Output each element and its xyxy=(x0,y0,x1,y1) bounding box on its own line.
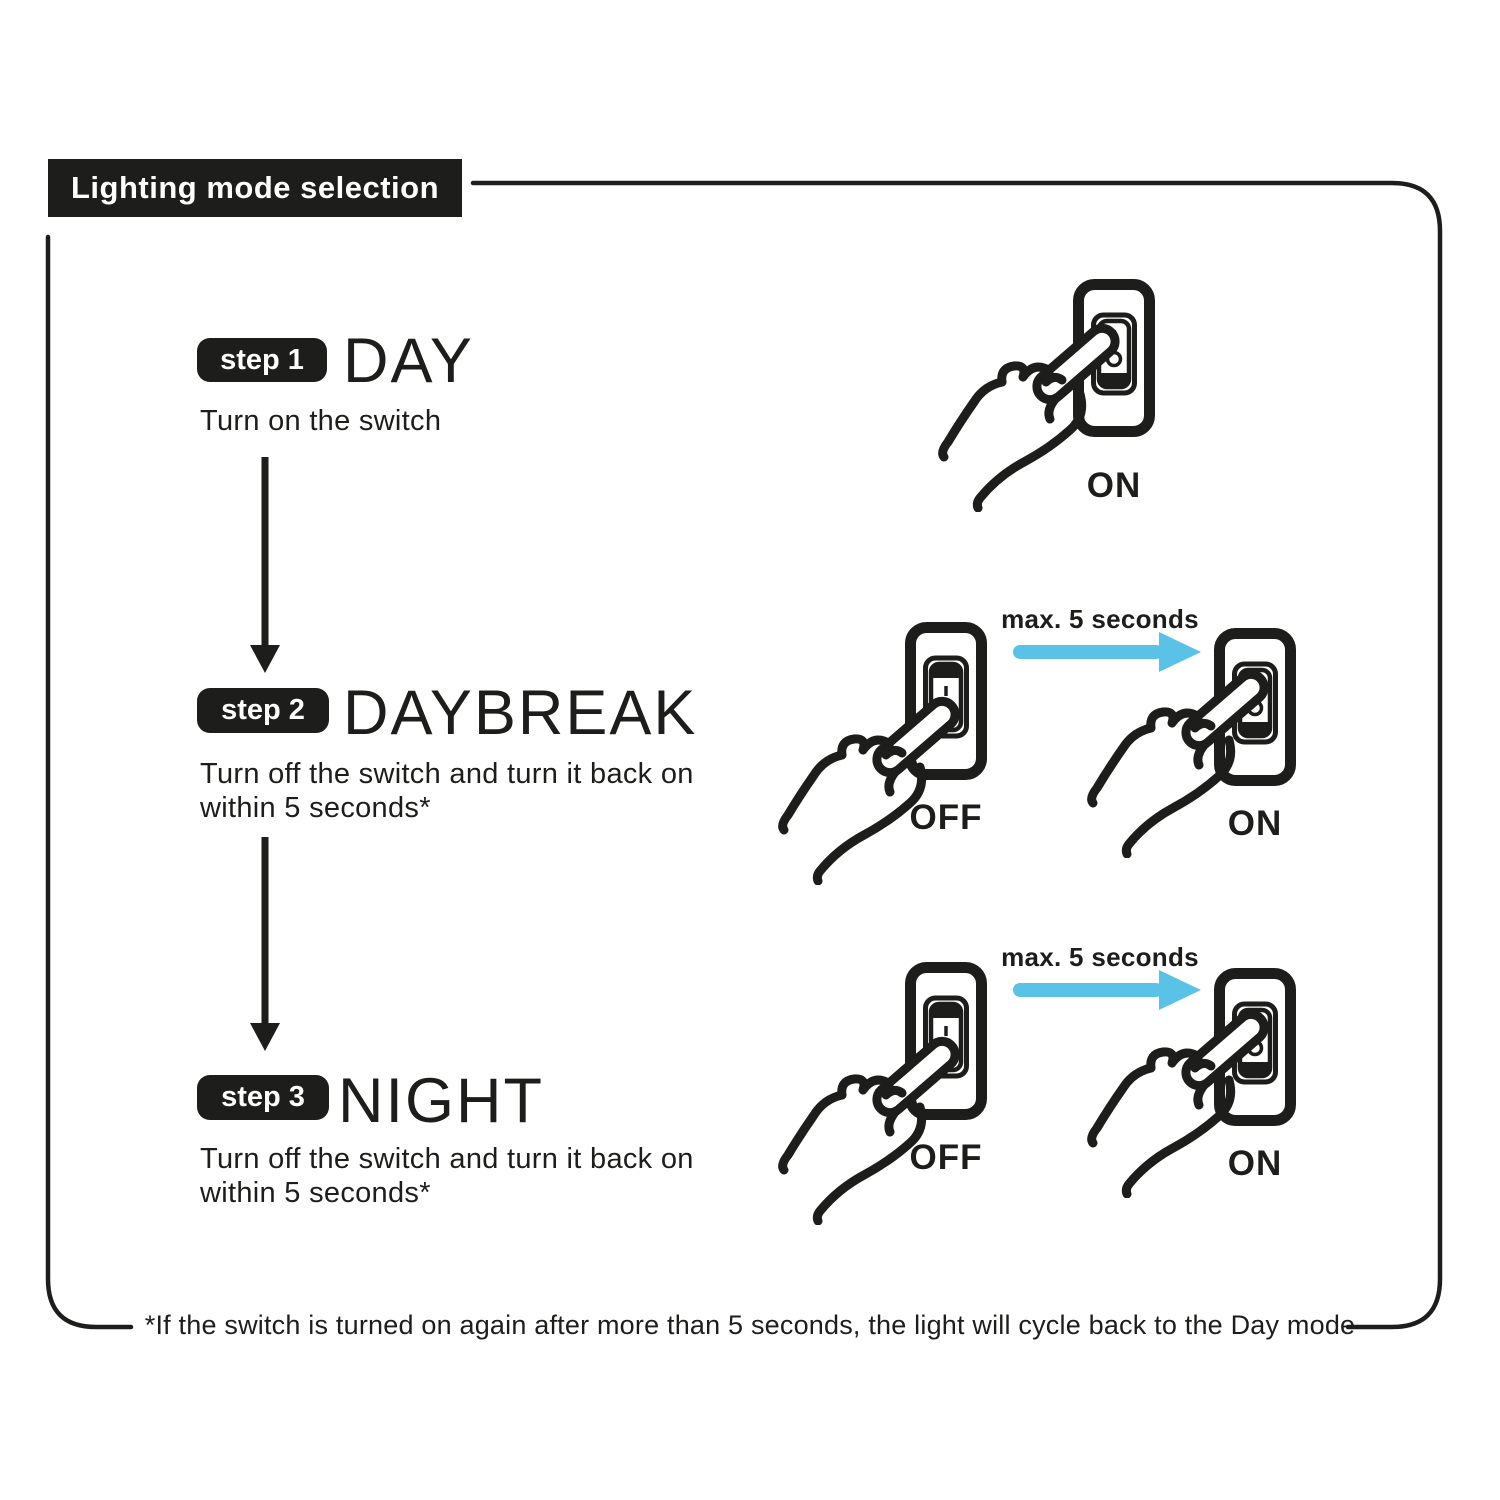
down-arrow-icon xyxy=(246,455,284,677)
step3-description-line1: Turn off the switch and turn it back on xyxy=(200,1143,694,1175)
step1-switch-state-label: ON xyxy=(1086,466,1142,505)
step3-arrow-label: max. 5 seconds xyxy=(1001,942,1199,972)
step1-description-line1: Turn on the switch xyxy=(200,405,442,437)
step2-title: DAYBREAK xyxy=(343,678,698,748)
right-arrow-icon xyxy=(1013,632,1203,672)
pointing-hand-icon xyxy=(774,695,964,885)
diagram-title: Lighting mode selection xyxy=(70,170,439,205)
step2-badge-label: step 2 xyxy=(221,694,305,726)
step1-description xyxy=(200,404,441,438)
step3-badge-label: step 3 xyxy=(221,1081,305,1113)
step2-off-state-label: OFF xyxy=(909,798,983,837)
step3-title: NIGHT xyxy=(338,1066,544,1136)
step2-description-line1: Turn off the switch and turn it back on xyxy=(200,758,694,790)
step3-off-state-label: OFF xyxy=(909,1138,983,1177)
diagram-title-bar xyxy=(48,159,462,217)
down-arrow-icon xyxy=(246,835,284,1055)
right-arrow-icon xyxy=(1013,970,1203,1010)
step2-arrow-label: max. 5 seconds xyxy=(1001,604,1199,634)
footnote: *If the switch is turned on again after more than 5 seconds, the light will cycle back to the Day mode xyxy=(144,1310,1356,1340)
step1-badge-label: step 1 xyxy=(220,343,304,376)
step2-description-line2: within 5 seconds* xyxy=(200,792,431,824)
step2-badge xyxy=(197,688,329,733)
step2-description xyxy=(200,757,694,825)
step3-on-state-label: ON xyxy=(1227,1144,1283,1183)
step1-badge xyxy=(197,338,327,382)
step3-description xyxy=(200,1142,694,1210)
step2-on-state-label: ON xyxy=(1227,804,1283,843)
step1-title: DAY xyxy=(343,326,474,396)
step3-description-line2: within 5 seconds* xyxy=(200,1177,431,1209)
pointing-hand-icon xyxy=(774,1035,964,1225)
step3-badge xyxy=(197,1075,329,1120)
